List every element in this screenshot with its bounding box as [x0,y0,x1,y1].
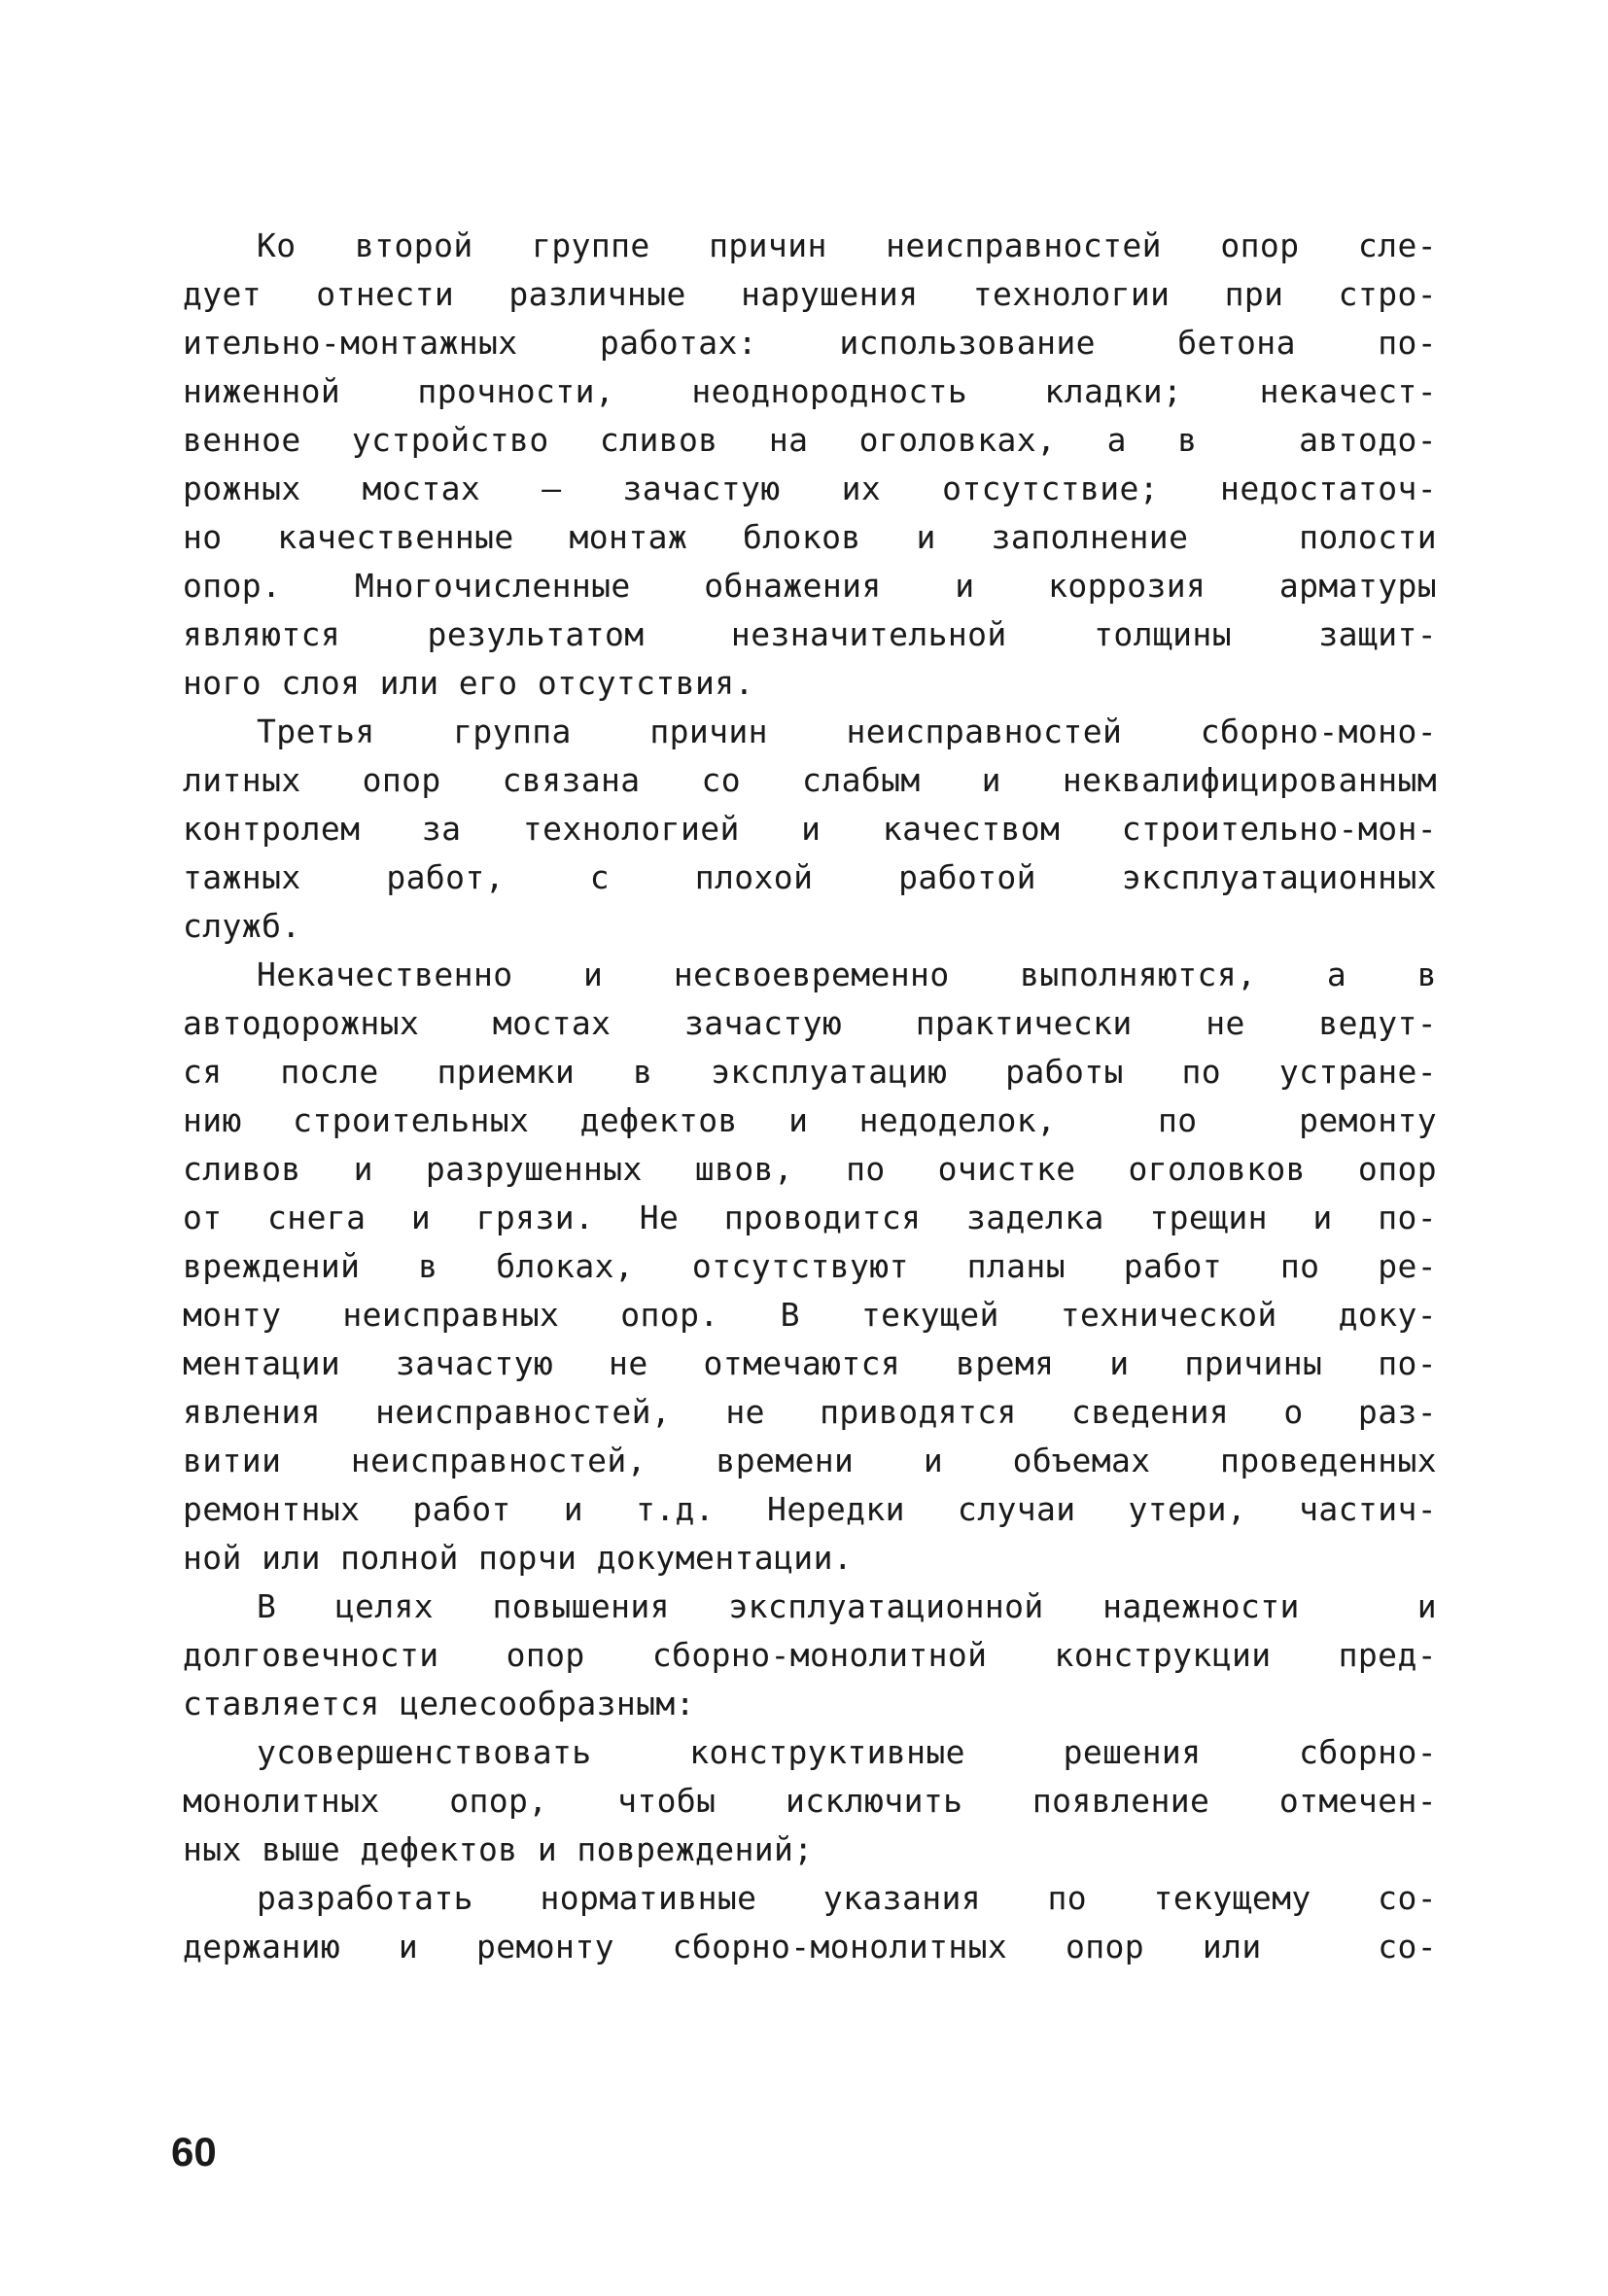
text-line: монолитных опор, чтобы исключить появление отмечен- [183,1782,1437,1820]
paragraph [183,222,1437,708]
text-line: ментации зачастую не отмечаются время и причины по- [183,1344,1437,1382]
text-line: от снега и грязи. Не проводится заделка трещин и по- [183,1199,1437,1236]
text-line: ремонтных работ и т.д. Нередки случаи утери, частич- [183,1490,1437,1528]
text-line: но качественные монтаж блоков и заполнение полости [183,518,1437,556]
text-line: усовершенствовать конструктивные решения сборно- [257,1733,1437,1771]
text-line: нию строительных дефектов и недоделок, по ремонту [183,1101,1437,1139]
text-line: разработать нормативные указания по текущему со- [257,1879,1437,1917]
paragraph [183,1874,1437,1971]
body-text [183,222,1437,1971]
text-line: опор. Многочисленные обнажения и коррозия арматуры [183,567,1437,605]
text-line: ного слоя или его отсутствия. [183,664,754,702]
page-number: 60 [171,2129,217,2174]
text-line: автодорожных мостах зачастую практически не ведут- [183,1004,1437,1042]
text-line: ных выше дефектов и повреждений; [183,1830,814,1868]
text-line: вреждений в блоках, отсутствуют планы работ по ре- [183,1247,1437,1285]
text-line: ительно-монтажных работах: использование бетона по- [183,324,1437,362]
paragraph [183,951,1437,1583]
text-line: ставляется целесообразным: [183,1685,695,1722]
text-line: ной или полной порчи документации. [183,1539,854,1577]
text-line: сливов и разрушенных швов, по очистке оголовков опор [183,1150,1437,1188]
text-line: являются результатом незначительной толщины защит- [183,615,1437,653]
paragraph [183,1728,1437,1874]
text-line: ниженной прочности, неоднородность кладки; некачест- [183,372,1437,410]
paragraph [183,708,1437,951]
paragraph [183,1583,1437,1728]
text-line: служб. [183,907,301,945]
text-line: Некачественно и несвоевременно выполняются, а в [257,956,1437,993]
text-line: рожных мостах – зачастую их отсутствие; недостаточ- [183,470,1437,507]
text-line: венное устройство сливов на оголовках, а в автодо- [183,421,1437,459]
text-line: тажных работ, с плохой работой эксплуатационных [183,858,1437,896]
text-line: Третья группа причин неисправностей сборно-моно- [257,713,1437,750]
text-line: держанию и ремонту сборно-монолитных опор или со- [183,1928,1437,1966]
text-line: контролем за технологией и качеством строительно-мон- [183,810,1437,848]
text-line: витии неисправностей, времени и объемах проведенных [183,1442,1437,1479]
text-line: явления неисправностей, не приводятся сведения о раз- [183,1393,1437,1431]
text-line: дует отнести различные нарушения технологии при стро- [183,275,1437,313]
text-line: литных опор связана со слабым и неквалифицированным [183,761,1437,799]
text-line: В целях повышения эксплуатационной надежности и [257,1587,1437,1625]
text-line: монту неисправных опор. В текущей технической доку- [183,1296,1437,1334]
text-line: ся после приемки в эксплуатацию работы по устране- [183,1053,1437,1091]
text-line: Ко второй группе причин неисправностей опор сле- [257,226,1437,264]
text-line: долговечности опор сборно-монолитной конструкции пред- [183,1636,1437,1674]
